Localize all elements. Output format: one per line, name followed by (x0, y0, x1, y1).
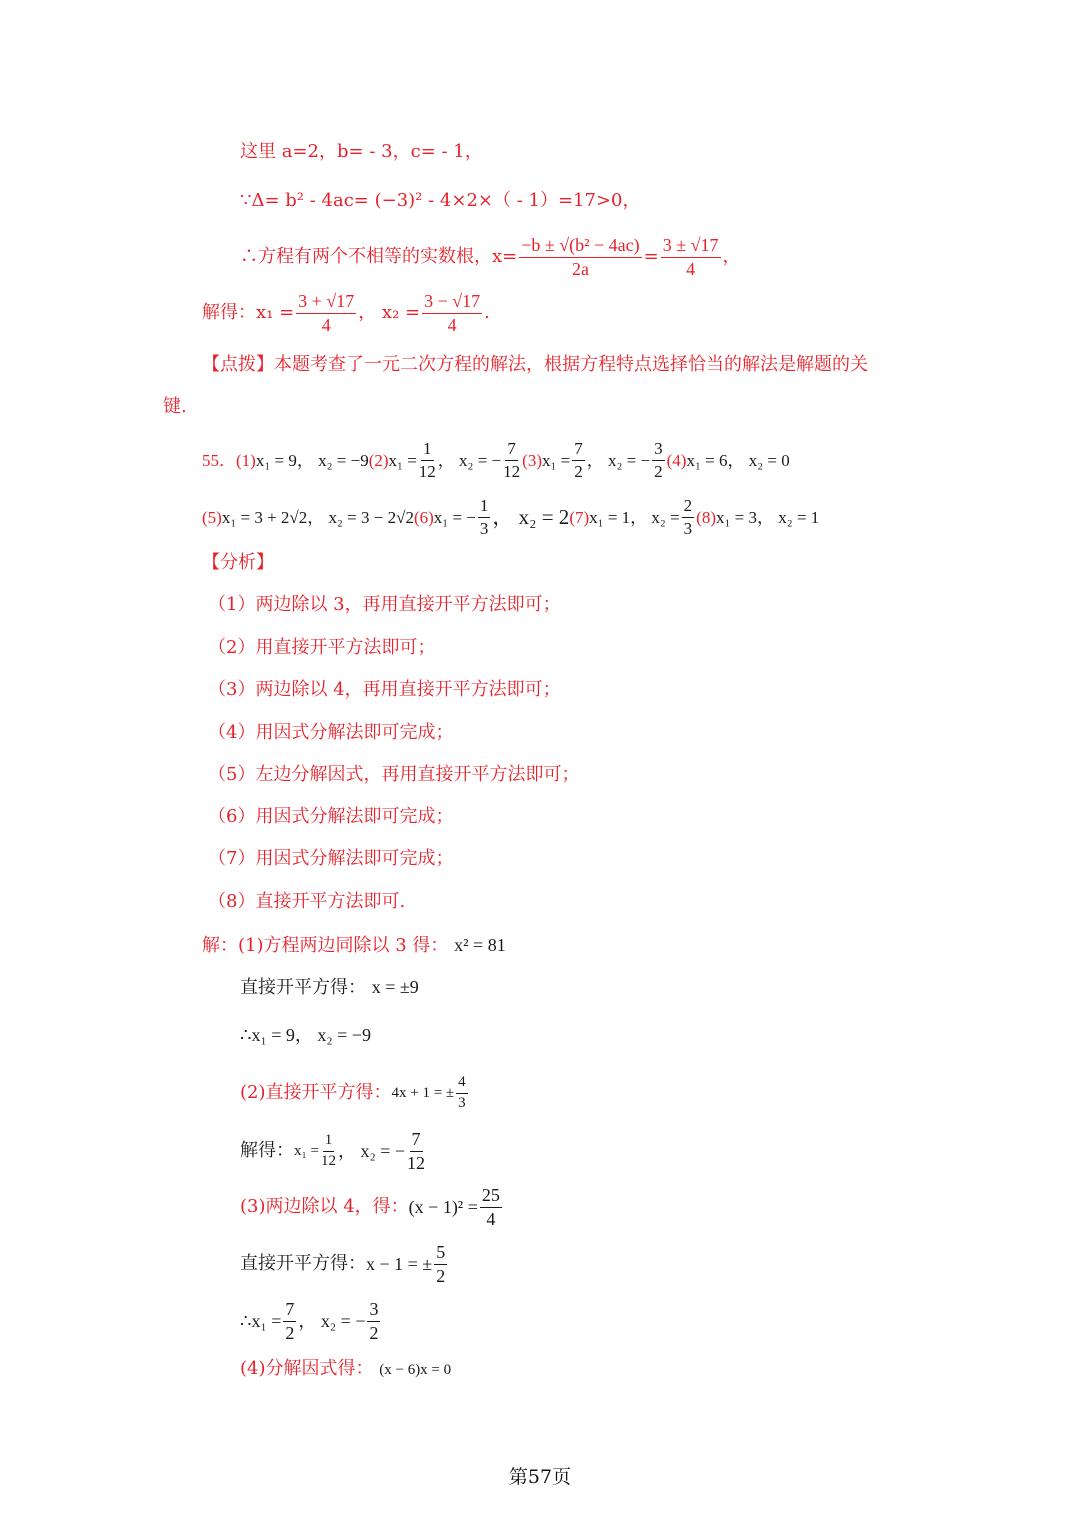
root-formula-end: ， (722, 246, 741, 268)
solution-8-frac2 (367, 1300, 380, 1343)
analysis-item: （5）左边分解因式，再用直接开平方法即可； (208, 764, 580, 785)
answer-3-frac2-den: 2 (654, 461, 663, 481)
answer-6-x1: x₁ = − (433, 507, 476, 527)
solution-step-9 (240, 1360, 451, 1378)
answer-2-frac2-num: 7 (505, 440, 518, 461)
tip-label: 【点拨】 (202, 354, 274, 375)
root1-fraction (296, 292, 356, 335)
answer-1-value: x₁ = 9， x₂ = −9 (255, 450, 369, 470)
root-formula-numerator: −b ± √(b² − 4ac) (519, 236, 641, 258)
root-formula-denominator: 2a (571, 258, 589, 279)
answer-2-label: (2) (368, 450, 389, 470)
answer-7-frac-den: 3 (683, 518, 693, 538)
root2-numerator: 3 − √17 (422, 292, 482, 314)
answer-2-frac1-den: 12 (418, 461, 436, 481)
answer-3-x2: ， x₂ = − (586, 450, 651, 470)
answer-2-frac2 (503, 440, 520, 481)
solution-5-frac1-num: 1 (323, 1133, 335, 1152)
answer-3-frac2 (652, 440, 665, 481)
answer-5-label: (5) (202, 507, 222, 527)
answer-6-frac-den: 3 (479, 518, 489, 538)
solution-5-frac1 (321, 1133, 336, 1170)
solution-6-equation: (x − 1)² = (408, 1197, 478, 1218)
solution-1-label: 解：(1) (202, 935, 264, 956)
solution-8-frac2-num: 3 (367, 1300, 380, 1322)
roots-separator: ， x₂ = (358, 302, 421, 324)
solution-6-frac-num: 25 (480, 1186, 502, 1208)
answer-7-values: x₁ = 1， x₂ = (589, 507, 680, 527)
answer-3-x1: x₁ = (541, 450, 571, 470)
answer-3-frac1-num: 7 (572, 440, 585, 461)
solution-8-x2: ， x₂ = − (298, 1311, 366, 1332)
root2-fraction (422, 292, 482, 335)
answer-2-x2: ， x₂ = − (437, 450, 502, 470)
tip-paragraph (202, 356, 868, 374)
solution-6-frac-den: 4 (486, 1208, 496, 1229)
answer-2-frac1-num: 1 (421, 440, 434, 461)
solution-8-frac1-den: 2 (285, 1322, 295, 1343)
root1-denominator: 4 (321, 314, 331, 335)
solution-5-x2: ， x₂ = − (337, 1141, 406, 1162)
solution-7-frac (434, 1243, 447, 1286)
analysis-item: （8）直接开平方法即可. (208, 891, 406, 912)
solution-2-text: 直接开平方得： (240, 977, 366, 998)
solution-4-frac-num: 4 (456, 1075, 468, 1094)
solution-9-equation: (x − 6)x = 0 (379, 1362, 452, 1378)
analysis-item: （4）用因式分解法即可完成； (208, 722, 454, 743)
answer-3-label: (3) (522, 450, 542, 470)
solution-8-frac1-num: 7 (283, 1300, 296, 1322)
solution-5-text: 解得： (240, 1140, 294, 1162)
solution-5-frac2 (407, 1130, 425, 1173)
answer-2-frac2-den: 12 (503, 461, 521, 481)
answer-3-frac1 (572, 440, 585, 481)
solution-step-4 (240, 1075, 470, 1112)
solution-7-frac-den: 2 (436, 1265, 446, 1286)
analysis-item: （3）两边除以 4，再用直接开平方法即可； (208, 679, 561, 700)
solution-4-frac-den: 3 (458, 1094, 466, 1111)
root-value-numerator: 3 ± √17 (661, 236, 721, 258)
discriminant-line: ∵Δ= b² - 4ac= (−3)² - 4×2×（ - 1）=17>0， (240, 190, 641, 211)
solution-4-text: (2)直接开平方得： (240, 1082, 392, 1104)
solution-step-6 (240, 1186, 504, 1229)
answer-8-value: x₁ = 3， x₂ = 1 (716, 507, 820, 527)
solution-step-1 (202, 936, 506, 955)
answer-3-frac2-num: 3 (652, 440, 665, 461)
answer-6-label: (6) (413, 507, 434, 527)
root-formula-equals: = (643, 246, 659, 268)
solution-6-frac (480, 1186, 502, 1229)
answer-6-frac (478, 497, 491, 538)
analysis-item: （1）两边除以 3，再用直接开平方法即可； (208, 594, 561, 615)
root-formula-fraction (519, 236, 641, 279)
tip-text: 本题考查了一元二次方程的解法，根据方程特点选择恰当的解法是解题的关 (274, 354, 868, 375)
solution-5-frac2-den: 12 (407, 1152, 426, 1173)
solution-7-equation: x − 1 = ± (366, 1254, 433, 1275)
roots-prefix: 解得：x₁ = (202, 302, 295, 324)
root-formula-prefix: ∴方程有两个不相等的实数根，x= (240, 246, 518, 268)
root-formula-line (240, 236, 741, 279)
solution-4-frac (456, 1075, 468, 1112)
solution-roots-line (202, 292, 490, 335)
solution-5-x1: x₁ = (294, 1142, 319, 1159)
answer-6-frac-num: 1 (478, 497, 491, 518)
solution-8-frac1 (283, 1300, 296, 1343)
roots-end: . (484, 302, 490, 324)
solution-step-3: ∴x₁ = 9， x₂ = −9 (240, 1025, 371, 1045)
question-number: 55． (202, 450, 236, 470)
solution-6-text: (3)两边除以 4，得： (240, 1196, 409, 1218)
root1-numerator: 3 + √17 (296, 292, 356, 314)
solution-5-frac2-num: 7 (410, 1130, 423, 1152)
answer-6-x2: ， x₂ = 2 (492, 504, 570, 529)
root-value-denominator: 4 (686, 258, 696, 279)
solution-4-equation: 4x + 1 = ± (391, 1084, 455, 1101)
solution-8-x1: ∴x₁ = (240, 1311, 282, 1332)
answer-7-frac-num: 2 (682, 497, 695, 518)
solution-7-frac-num: 5 (434, 1243, 447, 1265)
answer-4-label: (4) (666, 450, 687, 470)
solution-step-8 (240, 1300, 382, 1343)
answers-row-1 (202, 440, 790, 481)
answers-row-2 (202, 497, 819, 538)
answer-8-label: (8) (696, 507, 716, 527)
analysis-item: （2）用直接开平方法即可； (208, 637, 436, 658)
solution-7-text: 直接开平方得： (240, 1253, 366, 1275)
solution-step-2 (240, 978, 419, 997)
answer-4-value: x₁ = 6， x₂ = 0 (686, 450, 790, 470)
solution-8-frac2-den: 2 (369, 1322, 379, 1343)
solution-1-text: 方程两边同除以 3 得： (263, 935, 449, 956)
answer-5-value: x₁ = 3 + 2√2， x₂ = 3 − 2√2 (221, 507, 414, 527)
analysis-item: （7）用因式分解法即可完成； (208, 848, 454, 869)
solution-9-text: (4)分解因式得： (240, 1358, 374, 1379)
root2-denominator: 4 (447, 314, 457, 335)
page-number: 第57页 (508, 1466, 572, 1488)
solution-2-equation: x = ±9 (371, 977, 419, 997)
solution-5-frac1-den: 12 (320, 1152, 336, 1169)
solution-step-7 (240, 1243, 449, 1286)
answer-2-frac1 (419, 440, 436, 481)
answer-1-label: (1) (236, 450, 256, 470)
root-value-fraction (661, 236, 721, 279)
solution-1-equation: x² = 81 (454, 935, 506, 955)
analysis-item: （6）用因式分解法即可完成； (208, 806, 454, 827)
solution-step-5 (240, 1130, 427, 1173)
condition-line: 这里 a=2，b= - 3，c= - 1， (240, 141, 483, 162)
answer-3-frac1-den: 2 (574, 461, 583, 481)
answer-2-x1: x₁ = (388, 450, 417, 470)
answer-7-frac (682, 497, 695, 538)
analysis-heading: 【分析】 (202, 552, 274, 573)
answer-7-label: (7) (569, 507, 590, 527)
tip-continuation: 键. (163, 396, 187, 417)
